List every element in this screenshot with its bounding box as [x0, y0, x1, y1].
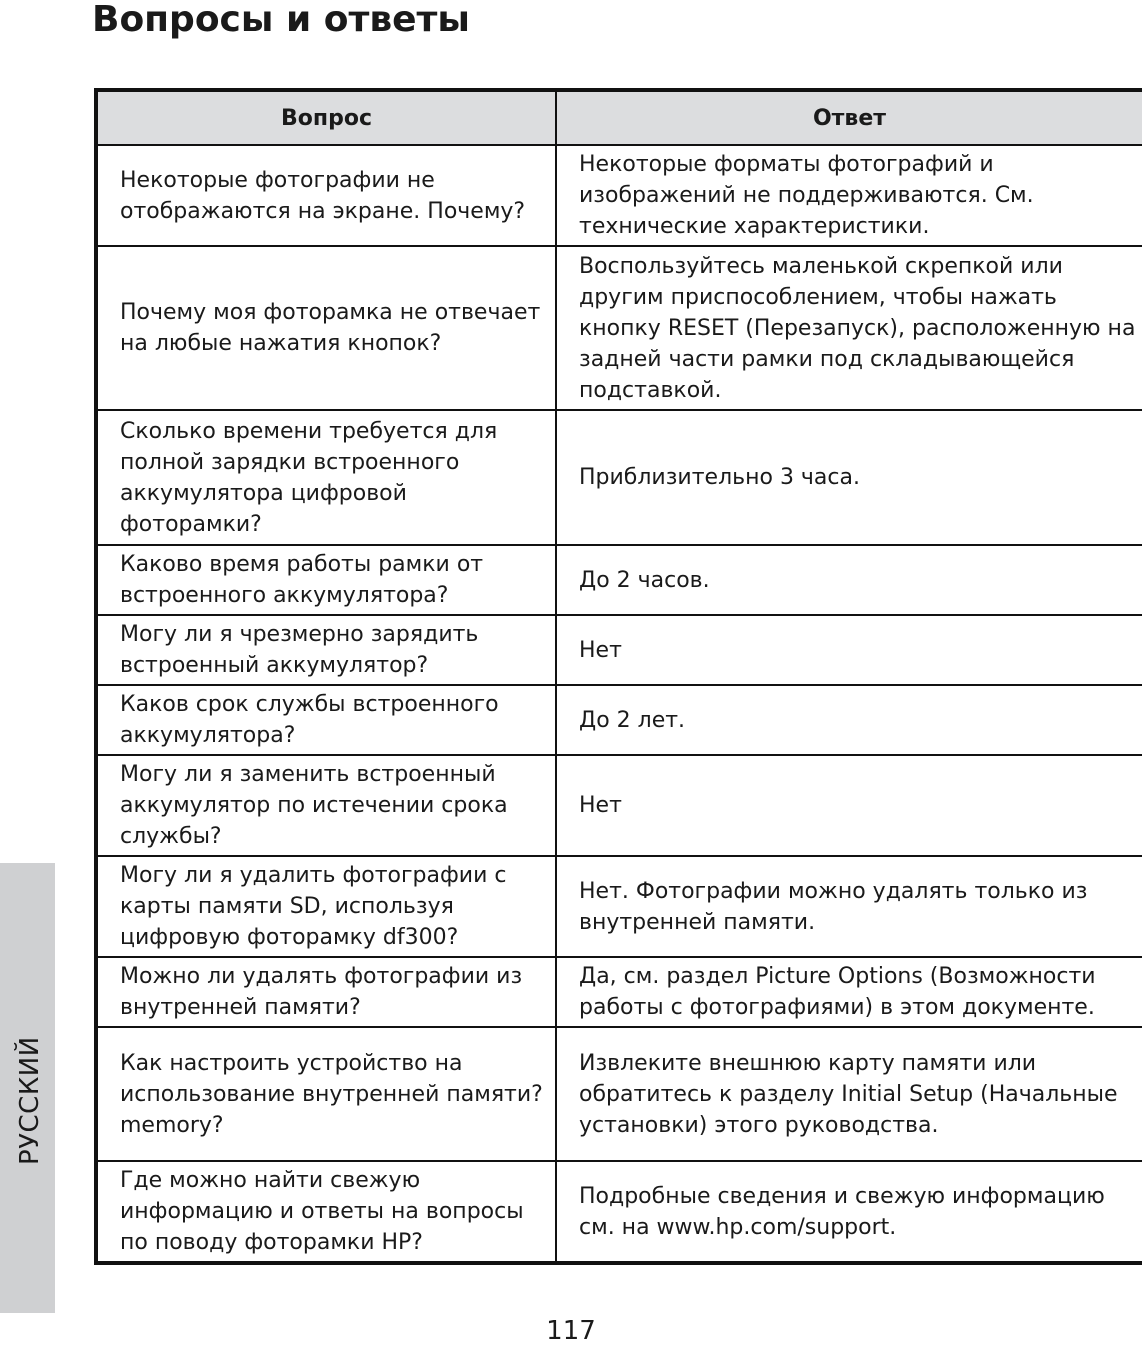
- page-title: Вопросы и ответы: [92, 0, 470, 40]
- question-cell: Как настроить устройство на использование внутренней памяти?memory?: [96, 1027, 556, 1161]
- table-row: [96, 755, 1142, 856]
- answer-cell: Приблизительно 3 часа.: [556, 410, 1142, 545]
- table-header-row: [96, 90, 1142, 145]
- language-label: РУССКИЙ: [15, 1036, 45, 1165]
- table-row: [96, 410, 1142, 545]
- page-number: 117: [546, 1316, 596, 1346]
- answer-cell: Некоторые форматы фотографий и изображений не поддерживаются. См. технические характеристики.: [556, 145, 1142, 246]
- column-header-question: Вопрос: [96, 90, 556, 145]
- answer-cell: Нет. Фотографии можно удалять только из внутренней памяти.: [556, 856, 1142, 957]
- question-cell: Можно ли удалять фотографии из внутренней памяти?: [96, 957, 556, 1027]
- question-cell: Сколько времени требуется для полной зарядки встроенного аккумулятора цифровой фоторамки?: [96, 410, 556, 545]
- table-row: [96, 856, 1142, 957]
- answer-cell: Да, см. раздел Picture Options (Возможности работы с фотографиями) в этом документе.: [556, 957, 1142, 1027]
- table-row: [96, 1027, 1142, 1161]
- answer-cell: Нет: [556, 755, 1142, 856]
- faq-table: [94, 88, 1142, 1265]
- column-header-answer: Ответ: [556, 90, 1142, 145]
- table-row: [96, 545, 1142, 615]
- table-row: [96, 615, 1142, 685]
- table-row: [96, 685, 1142, 755]
- question-cell: Каков срок службы встроенного аккумулятора?: [96, 685, 556, 755]
- table-row: [96, 145, 1142, 246]
- table-row: [96, 246, 1142, 410]
- answer-cell: Нет: [556, 615, 1142, 685]
- question-cell: Некоторые фотографии не отображаются на экране. Почему?: [96, 145, 556, 246]
- table-row: [96, 957, 1142, 1027]
- answer-cell: До 2 часов.: [556, 545, 1142, 615]
- question-cell: Могу ли я удалить фотографии с карты памяти SD, используя цифровую фоторамку df300?: [96, 856, 556, 957]
- answer-cell: До 2 лет.: [556, 685, 1142, 755]
- question-cell: Каково время работы рамки от встроенного аккумулятора?: [96, 545, 556, 615]
- answer-cell: Воспользуйтесь маленькой скрепкой или другим приспособлением, чтобы нажать кнопку RESET (Перезапуск), расположенную на задней части рамки под складывающейся подставкой.: [556, 246, 1142, 410]
- table-row: [96, 1161, 1142, 1263]
- question-cell: Могу ли я чрезмерно зарядить встроенный аккумулятор?: [96, 615, 556, 685]
- question-cell: Где можно найти свежую информацию и ответы на вопросы по поводу фоторамки HP?: [96, 1161, 556, 1263]
- answer-cell: Подробные сведения и свежую информацию см. на www.hp.com/support.: [556, 1161, 1142, 1263]
- answer-cell: Извлеките внешнюю карту памяти или обратитесь к разделу Initial Setup (Начальные установки) этого руководства.: [556, 1027, 1142, 1161]
- question-cell: Могу ли я заменить встроенный аккумулятор по истечении срока службы?: [96, 755, 556, 856]
- question-cell: Почему моя фоторамка не отвечает на любые нажатия кнопок?: [96, 246, 556, 410]
